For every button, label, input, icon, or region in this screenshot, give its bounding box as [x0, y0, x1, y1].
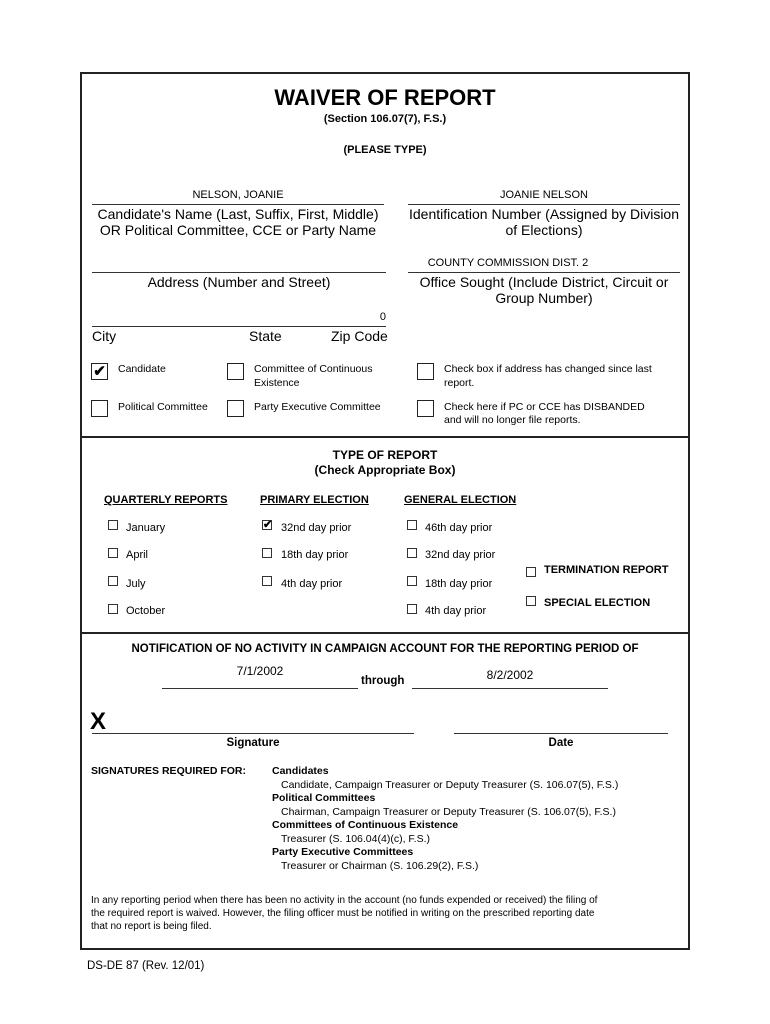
political-committee-checkbox[interactable] [91, 400, 108, 417]
termination-checkbox[interactable] [526, 567, 536, 577]
primary-18th-label: 18th day prior [281, 549, 349, 561]
id-number-label-2: of Elections) [505, 222, 583, 238]
party-executive-checkbox[interactable] [227, 400, 244, 417]
signature-field[interactable] [92, 733, 414, 734]
october-checkbox[interactable] [108, 604, 118, 614]
primary-4th-checkbox[interactable] [262, 576, 272, 586]
general-46th-checkbox[interactable] [407, 520, 417, 530]
special-election-label: SPECIAL ELECTION [544, 597, 651, 609]
disbanded-label-1: Check here if PC or CCE has DISBANDED [444, 401, 645, 413]
id-number-field[interactable]: JOANIE NELSON [499, 189, 589, 201]
january-label: January [126, 522, 166, 534]
general-4th-checkbox[interactable] [407, 604, 417, 614]
cce-title: Committees of Continuous Existence [272, 819, 459, 831]
report-type-subtitle: (Check Appropriate Box) [314, 463, 456, 477]
general-32nd-label: 32nd day prior [425, 549, 496, 561]
date-label: Date [548, 737, 574, 749]
candidates-title: Candidates [272, 765, 329, 777]
signature-label: Signature [226, 737, 280, 749]
signature-x-mark: X [90, 708, 107, 735]
state-label: State [249, 328, 282, 344]
section-divider [82, 632, 688, 634]
candidate-checkbox-label: Candidate [118, 363, 166, 375]
period-from-underline [162, 688, 358, 689]
candidate-name-field[interactable]: NELSON, JOANIE [192, 189, 284, 201]
page-title: WAIVER OF REPORT [274, 85, 496, 110]
address-field[interactable] [92, 272, 386, 273]
candidates-text: Candidate, Campaign Treasurer or Deputy Treasurer (S. 106.07(5), F.S.) [281, 779, 619, 791]
statute-reference: (Section 106.07(7), F.S.) [323, 113, 447, 125]
pc-title: Political Committees [272, 792, 376, 804]
july-checkbox[interactable] [108, 576, 118, 586]
pec-title: Party Executive Committees [272, 846, 414, 858]
political-committee-label: Political Committee [118, 401, 208, 413]
primary-4th-label: 4th day prior [281, 578, 343, 590]
april-checkbox[interactable] [108, 548, 118, 558]
address-changed-label-1: Check box if address has changed since last [444, 363, 652, 375]
general-header: GENERAL ELECTION [404, 494, 517, 506]
id-number-label-1: Identification Number (Assigned by Division [408, 206, 679, 222]
form-id: DS-DE 87 (Rev. 12/01) [87, 960, 205, 972]
candidate-checkbox[interactable]: ✔ [91, 363, 108, 380]
termination-label: TERMINATION REPORT [544, 564, 669, 576]
disbanded-label-2: and will no longer file reports. [444, 414, 581, 426]
address-changed-checkbox[interactable] [417, 363, 434, 380]
please-type-note: (PLEASE TYPE) [343, 144, 427, 156]
office-sought-label-1: Office Sought (Include District, Circuit or [419, 274, 669, 290]
disbanded-checkbox[interactable] [417, 400, 434, 417]
id-number-underline [408, 204, 680, 205]
party-executive-label: Party Executive Committee [254, 401, 381, 413]
primary-header: PRIMARY ELECTION [260, 494, 369, 506]
pec-text: Treasurer or Chairman (S. 106.29(2), F.S.) [281, 860, 479, 872]
primary-18th-checkbox[interactable] [262, 548, 272, 558]
special-election-checkbox[interactable] [526, 596, 536, 606]
general-4th-label: 4th day prior [425, 605, 487, 617]
general-18th-label: 18th day prior [425, 578, 493, 590]
period-from-date[interactable]: 7/1/2002 [236, 664, 284, 678]
cce-label-2: Existence [254, 377, 300, 389]
cce-label-1: Committee of Continuous [254, 363, 373, 375]
pc-text: Chairman, Campaign Treasurer or Deputy Treasurer (S. 106.07(5), F.S.) [281, 806, 616, 818]
report-type-title: TYPE OF REPORT [332, 448, 438, 462]
address-label: Address (Number and Street) [147, 274, 331, 290]
cce-text: Treasurer (S. 106.04(4)(c), F.S.) [281, 833, 430, 845]
signatures-required-heading: SIGNATURES REQUIRED FOR: [91, 765, 246, 777]
april-label: April [126, 549, 149, 561]
candidate-name-underline [92, 204, 384, 205]
notification-heading: NOTIFICATION OF NO ACTIVITY IN CAMPAIGN ACCOUNT FOR THE REPORTING PERIOD OF [131, 643, 639, 655]
date-field[interactable] [454, 733, 668, 734]
period-to-date[interactable]: 8/2/2002 [486, 668, 534, 682]
general-32nd-checkbox[interactable] [407, 548, 417, 558]
january-checkbox[interactable] [108, 520, 118, 530]
july-label: July [126, 578, 146, 590]
city-label: City [92, 328, 117, 344]
office-sought-underline [408, 272, 680, 273]
quarterly-header: QUARTERLY REPORTS [104, 494, 228, 506]
zip-label: Zip Code [331, 328, 388, 344]
address-changed-label-2: report. [444, 377, 475, 389]
primary-32nd-label: 32nd day prior [281, 522, 352, 534]
through-label: through [361, 675, 405, 687]
city-state-zip-underline [92, 326, 386, 327]
general-46th-label: 46th day prior [425, 522, 493, 534]
october-label: October [126, 605, 166, 617]
cce-checkbox[interactable] [227, 363, 244, 380]
candidate-name-label-2: OR Political Committee, CCE or Party Name [99, 222, 377, 238]
footer-note-line-3: that no report is being filed. [91, 921, 212, 932]
office-sought-field[interactable]: COUNTY COMMISSION DIST. 2 [427, 257, 589, 269]
footer-note-line-1: In any reporting period when there has been no activity in the account (no funds expended or received) the filing of [91, 895, 598, 906]
footer-note-line-2: the required report is waived. However, the filing officer must be notified in writing on the prescribed reporting date [91, 908, 595, 919]
section-divider [82, 436, 688, 438]
primary-32nd-checkbox[interactable]: ✔ [263, 519, 273, 531]
general-18th-checkbox[interactable] [407, 576, 417, 586]
candidate-name-label-1: Candidate's Name (Last, Suffix, First, Middle) [97, 206, 379, 222]
office-sought-label-2: Group Number) [495, 290, 593, 306]
period-to-underline [412, 688, 608, 689]
zip-field[interactable]: 0 [379, 311, 386, 323]
